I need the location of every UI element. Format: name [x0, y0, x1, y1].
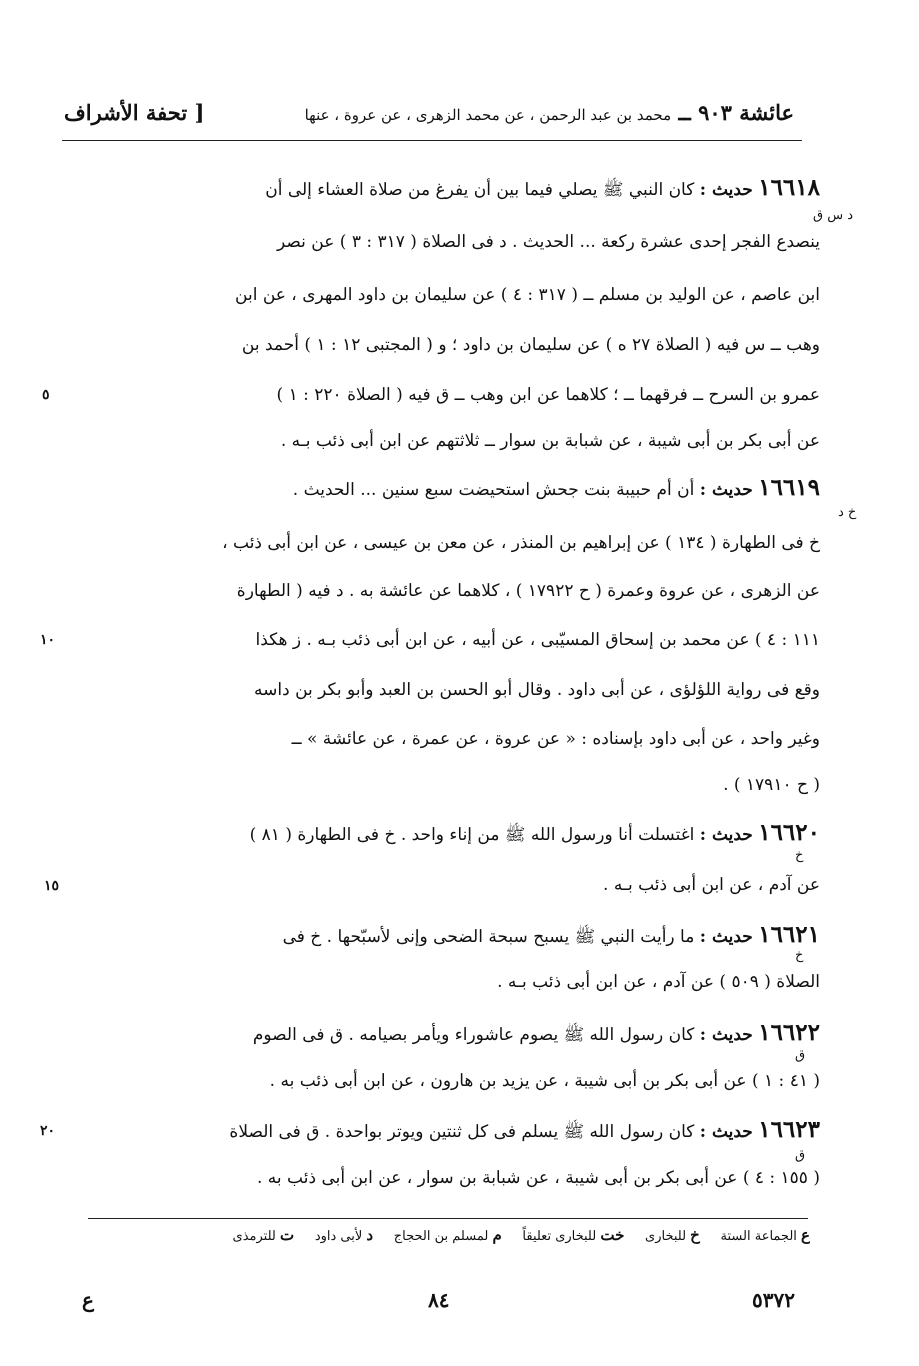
abbrev-label: الجماعة الستة	[720, 1229, 797, 1244]
hadith-line	[120, 969, 820, 995]
hadith-line	[120, 726, 820, 752]
hadith-line	[120, 578, 820, 604]
hadith-line	[120, 772, 820, 798]
hadith-line	[120, 229, 820, 255]
abbrev-label: للبخارى تعليقاً	[522, 1229, 597, 1244]
source-sigla: خ	[795, 948, 804, 963]
hadith-line	[120, 1068, 820, 1094]
hadith-number: ١٦٦٢٠	[758, 820, 820, 846]
line-text: عن الزهرى ، عن عروة وعمرة ( ح ١٧٩٢٢ ) ، كلاهما عن عائشة به . د فيه ( الطهارة	[236, 581, 820, 601]
abbrev-key: خ	[690, 1226, 700, 1244]
hadith-line	[120, 332, 820, 358]
hadith-line	[120, 428, 820, 454]
hadith-label: حديث :	[699, 480, 753, 500]
abbrev-label: للترمذى	[232, 1229, 276, 1244]
line-text: ١١١ : ٤ ) عن محمد بن إسحاق المسيّبى ، عن أبيه ، عن ابن أبى ذئب بـه . ز هكذا	[255, 630, 820, 650]
margin-line-number: ٢٠	[40, 1123, 56, 1139]
footer-divider	[88, 1218, 808, 1219]
line-text: كان النبي ﷺ يصلي فيما بين أن يفرغ من صلاة العشاء إلى أن	[265, 180, 695, 200]
source-sigla: خ	[795, 848, 804, 863]
abbrev-key: خت	[600, 1226, 625, 1244]
volume-page-number: ٥٣٧٢	[752, 1288, 795, 1312]
source-sigla: خ د	[838, 505, 857, 520]
hadith-number: ١٦٦١٩	[758, 475, 820, 501]
hadith-line	[120, 530, 820, 556]
signature-mark: ع	[82, 1288, 94, 1312]
line-text: وقع فى رواية اللؤلؤى ، عن أبى داود . وقال أبو الحسن بن العبد وأبو بكر بن داسه	[254, 680, 820, 700]
running-title-bold: عائشة ٩٠٣ ــ	[678, 99, 794, 125]
hadith-line	[120, 1117, 820, 1145]
line-text: ( ح ١٧٩١٠ ) .	[723, 775, 820, 795]
line-text: عن آدم ، عن ابن أبى ذئب بـه .	[603, 875, 820, 895]
hadith-label: حديث :	[699, 927, 753, 947]
hadith-line	[120, 820, 820, 848]
line-text: خ فى الطهارة ( ١٣٤ ) عن إبراهيم بن المنذر ، عن معن بن عيسى ، عن ابن أبى ذئب ،	[222, 533, 820, 553]
hadith-line	[120, 475, 820, 503]
line-text: ( ٤١ : ١ ) عن أبى بكر بن أبى شيبة ، عن يزيد بن هارون ، عن ابن أبى ذئب به .	[269, 1071, 820, 1091]
margin-line-number: ١٠	[40, 632, 56, 648]
hadith-number: ١٦٦٢١	[758, 922, 820, 948]
hadith-label: حديث :	[699, 180, 753, 200]
line-text: ينصدع الفجر إحدى عشرة ركعة ... الحديث . د فى الصلاة ( ٣١٧ : ٣ ) عن نصر	[277, 232, 820, 252]
abbrev-label: لأبى داود	[314, 1229, 363, 1244]
page-number: ٨٤	[428, 1288, 450, 1312]
source-sigla: ق	[795, 1148, 806, 1163]
abbreviations-key	[80, 1226, 810, 1244]
margin-line-number: ٥	[42, 387, 50, 403]
line-text: ( ١٥٥ : ٤ ) عن أبى بكر بن أبى شيبة ، عن شبابة بن سوار ، عن ابن أبى ذئب به .	[256, 1168, 820, 1188]
abbrev-key: م	[492, 1226, 502, 1244]
hadith-line	[120, 922, 820, 950]
abbrev-key: د	[366, 1226, 374, 1244]
hadith-number: ١٦٦١٨	[758, 175, 820, 201]
hadith-line	[120, 1165, 820, 1191]
hadith-number: ١٦٦٢٣	[758, 1117, 820, 1143]
abbrev-key: ت	[280, 1226, 295, 1244]
line-text: ما رأيت النبي ﷺ يسبح سبحة الضحى وإنى لأسبّحها . خ فى	[282, 927, 695, 947]
line-text: كان رسول الله ﷺ يصوم عاشوراء ويأمر بصيامه . ق فى الصوم	[252, 1025, 695, 1045]
line-text: الصلاة ( ٥٠٩ ) عن آدم ، عن ابن أبى ذئب بـه .	[497, 972, 820, 992]
line-text: وهب ــ س فيه ( الصلاة ٢٧ ه ) عن سليمان بن داود ؛ و ( المجتبى ١٢ : ١ ) أحمد بن	[241, 335, 820, 355]
running-title-chain: محمد بن عبد الرحمن ، عن محمد الزهرى ، عن عروة ، عنها	[304, 105, 672, 124]
line-text: كان رسول الله ﷺ يسلم فى كل ثنتين ويوتر بواحدة . ق فى الصلاة	[229, 1122, 695, 1142]
hadith-line	[120, 282, 820, 308]
margin-line-number: ١٥	[44, 878, 60, 894]
line-text: ابن عاصم ، عن الوليد بن مسلم ــ ( ٣١٧ : ٤ ) عن سليمان بن داود المهرى ، عن ابن	[235, 285, 820, 305]
abbrev-label: لمسلم بن الحجاج	[393, 1229, 489, 1244]
hadith-line	[120, 382, 820, 408]
book-title: [ تحفة الأشراف	[64, 99, 205, 125]
hadith-line	[120, 677, 820, 703]
line-text: عن أبى بكر بن أبى شيبة ، عن شبابة بن سوار ــ ثلاثتهم عن ابن أبى ذئب بـه .	[280, 431, 820, 451]
hadith-label: حديث :	[699, 1122, 753, 1142]
hadith-label: حديث :	[699, 825, 753, 845]
line-text: أن أم حبيبة بنت جحش استحيضت سبع سنين ... الحديث .	[292, 480, 695, 500]
line-text: اغتسلت أنا ورسول الله ﷺ من إناء واحد . خ فى الطهارة ( ٨١ )	[249, 825, 695, 845]
source-sigla: د س ق	[813, 208, 854, 223]
abbrev-key: ع	[801, 1226, 810, 1244]
source-sigla: ق	[795, 1048, 806, 1063]
line-text: وغير واحد ، عن أبى داود بإسناده : « عن عروة ، عن عمرة ، عن عائشة » ــ	[291, 729, 820, 749]
hadith-line	[120, 872, 820, 898]
hadith-label: حديث :	[699, 1025, 753, 1045]
abbrev-label: للبخارى	[645, 1229, 687, 1244]
hadith-number: ١٦٦٢٢	[758, 1020, 820, 1046]
hadith-text-block	[60, 0, 820, 1220]
line-text: عمرو بن السرح ــ فرقهما ــ ؛ كلاهما عن ابن وهب ــ ق فيه ( الصلاة ٢٢٠ : ١ )	[276, 385, 820, 405]
hadith-line	[120, 1020, 820, 1048]
hadith-line	[120, 175, 820, 203]
hadith-line	[120, 627, 820, 653]
